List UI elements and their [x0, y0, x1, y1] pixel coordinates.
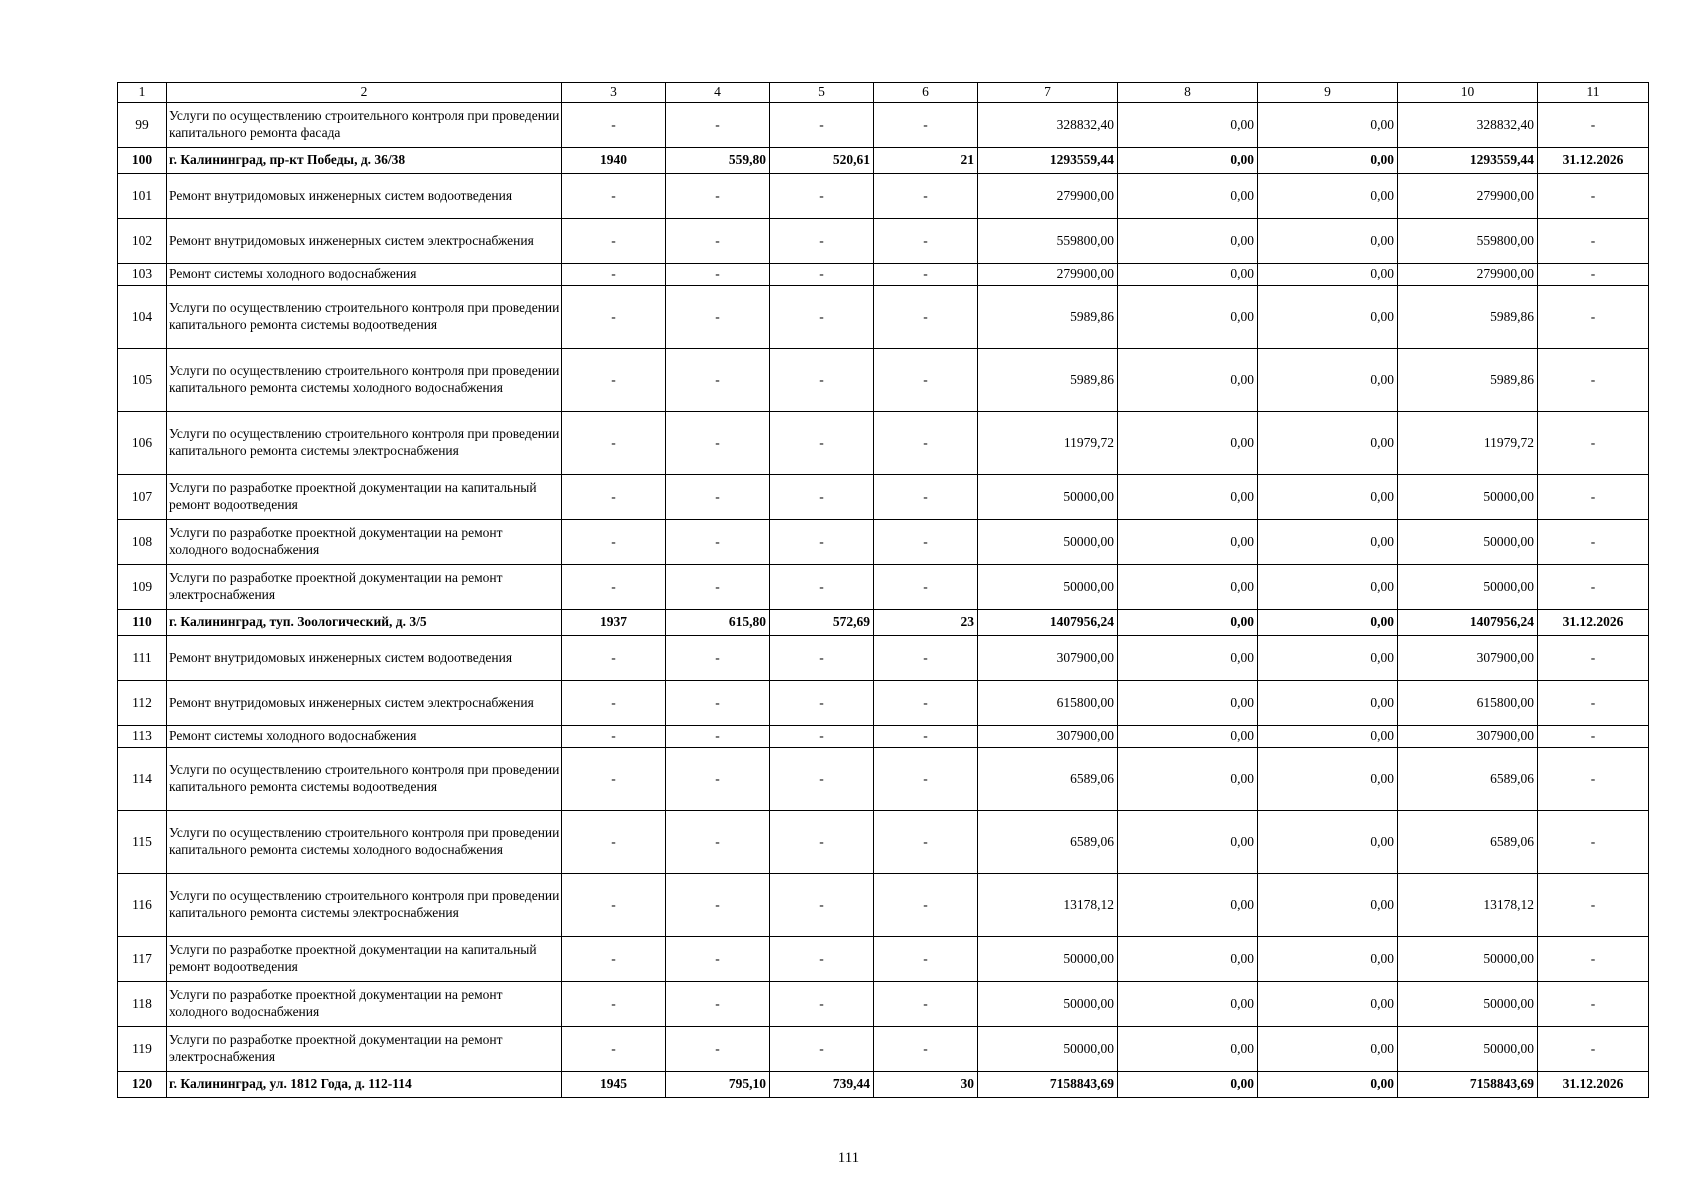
table-cell: - — [666, 174, 770, 219]
table-cell: - — [562, 264, 666, 286]
table-cell: - — [1538, 264, 1649, 286]
table-cell: 279900,00 — [978, 264, 1118, 286]
table-cell: 0,00 — [1258, 412, 1398, 475]
table-cell: 0,00 — [1258, 475, 1398, 520]
table-cell: - — [666, 103, 770, 148]
table-row — [118, 636, 1649, 681]
table-row — [118, 349, 1649, 412]
row-description: Услуги по осуществлению строительного контроля при проведении капитального ремонта системы водоотведения — [167, 286, 562, 349]
table-cell: 307900,00 — [1398, 636, 1538, 681]
column-header: 7 — [978, 83, 1118, 103]
table-cell: - — [666, 874, 770, 937]
row-number: 106 — [118, 412, 167, 475]
row-number: 108 — [118, 520, 167, 565]
table-cell: 0,00 — [1258, 148, 1398, 174]
row-description: Услуги по осуществлению строительного контроля при проведении капитального ремонта системы холодного водоснабжения — [167, 811, 562, 874]
table-cell: - — [874, 1027, 978, 1072]
table-cell: - — [770, 475, 874, 520]
table-cell: 615800,00 — [1398, 681, 1538, 726]
table-row — [118, 174, 1649, 219]
table-cell: 50000,00 — [978, 475, 1118, 520]
table-cell: - — [874, 286, 978, 349]
table-cell: 5989,86 — [978, 286, 1118, 349]
table-cell: 31.12.2026 — [1538, 148, 1649, 174]
row-description: г. Калининград, ул. 1812 Года, д. 112-114 — [167, 1072, 562, 1098]
table-cell: - — [1538, 349, 1649, 412]
table-cell: - — [562, 103, 666, 148]
table-cell: 0,00 — [1118, 520, 1258, 565]
table-cell: - — [562, 286, 666, 349]
table-cell: 13178,12 — [1398, 874, 1538, 937]
table-cell: - — [874, 937, 978, 982]
table-cell: - — [666, 681, 770, 726]
column-header: 9 — [1258, 83, 1398, 103]
table-cell: 5989,86 — [978, 349, 1118, 412]
table-cell: 11979,72 — [978, 412, 1118, 475]
table-row — [118, 937, 1649, 982]
row-number: 116 — [118, 874, 167, 937]
table-row — [118, 412, 1649, 475]
table-cell: 0,00 — [1258, 1027, 1398, 1072]
table-cell: - — [562, 681, 666, 726]
table-cell: 0,00 — [1258, 874, 1398, 937]
address-row — [118, 1072, 1649, 1098]
table-cell: 328832,40 — [1398, 103, 1538, 148]
table-cell: 0,00 — [1258, 636, 1398, 681]
table-cell: - — [562, 219, 666, 264]
table-cell: 50000,00 — [1398, 982, 1538, 1027]
table-cell: - — [562, 1027, 666, 1072]
table-cell: 13178,12 — [978, 874, 1118, 937]
table-cell: - — [770, 748, 874, 811]
table-cell: - — [1538, 748, 1649, 811]
table-cell: 615800,00 — [978, 681, 1118, 726]
table-cell: - — [562, 520, 666, 565]
table-cell: 0,00 — [1118, 811, 1258, 874]
table-cell: 50000,00 — [1398, 1027, 1538, 1072]
row-number: 109 — [118, 565, 167, 610]
table-cell: - — [1538, 412, 1649, 475]
table-cell: 279900,00 — [978, 174, 1118, 219]
table-cell: - — [562, 748, 666, 811]
row-description: Услуги по разработке проектной документации на капитальный ремонт водоотведения — [167, 937, 562, 982]
table-row — [118, 520, 1649, 565]
table-cell: 11979,72 — [1398, 412, 1538, 475]
table-cell: 0,00 — [1258, 681, 1398, 726]
row-number: 119 — [118, 1027, 167, 1072]
row-description: Ремонт внутридомовых инженерных систем водоотведения — [167, 174, 562, 219]
table-cell: - — [666, 264, 770, 286]
table-row — [118, 1027, 1649, 1072]
table-cell: - — [562, 811, 666, 874]
row-number: 105 — [118, 349, 167, 412]
table-cell: - — [874, 565, 978, 610]
table-cell: - — [1538, 726, 1649, 748]
table-cell: - — [770, 565, 874, 610]
row-number: 115 — [118, 811, 167, 874]
table-cell: 1945 — [562, 1072, 666, 1098]
table-cell: - — [1538, 636, 1649, 681]
table-cell: - — [770, 1027, 874, 1072]
table-cell: 0,00 — [1118, 349, 1258, 412]
table-cell: - — [562, 937, 666, 982]
table-cell: - — [1538, 520, 1649, 565]
table-cell: 328832,40 — [978, 103, 1118, 148]
table-cell: 520,61 — [770, 148, 874, 174]
table-cell: - — [562, 174, 666, 219]
table-cell: 0,00 — [1258, 219, 1398, 264]
page-number: 111 — [837, 1150, 860, 1166]
table-cell: - — [1538, 874, 1649, 937]
table-cell: 5989,86 — [1398, 286, 1538, 349]
row-description: Услуги по разработке проектной документации на ремонт холодного водоснабжения — [167, 520, 562, 565]
table-cell: - — [1538, 219, 1649, 264]
table-cell: 1937 — [562, 610, 666, 636]
row-description: Ремонт системы холодного водоснабжения — [167, 264, 562, 286]
table-cell: 559,80 — [666, 148, 770, 174]
table-cell: - — [666, 349, 770, 412]
table-cell: 307900,00 — [978, 726, 1118, 748]
table-cell: - — [1538, 811, 1649, 874]
table-cell: 0,00 — [1258, 174, 1398, 219]
table-cell: 5989,86 — [1398, 349, 1538, 412]
column-header: 4 — [666, 83, 770, 103]
table-cell: 572,69 — [770, 610, 874, 636]
row-number: 103 — [118, 264, 167, 286]
table-row — [118, 681, 1649, 726]
table-cell: - — [874, 264, 978, 286]
table-cell: - — [770, 349, 874, 412]
table-cell: 0,00 — [1258, 811, 1398, 874]
table-cell: 0,00 — [1118, 264, 1258, 286]
table-cell: 279900,00 — [1398, 174, 1538, 219]
row-number: 102 — [118, 219, 167, 264]
column-header: 5 — [770, 83, 874, 103]
row-description: Услуги по осуществлению строительного контроля при проведении капитального ремонта системы электроснабжения — [167, 874, 562, 937]
table-cell: 6589,06 — [978, 748, 1118, 811]
row-number: 113 — [118, 726, 167, 748]
row-description: Услуги по осуществлению строительного контроля при проведении капитального ремонта системы электроснабжения — [167, 412, 562, 475]
table-cell: - — [666, 565, 770, 610]
table-cell: 50000,00 — [978, 565, 1118, 610]
table-cell: 0,00 — [1258, 286, 1398, 349]
column-header-row — [118, 83, 1649, 103]
table-cell: - — [666, 1027, 770, 1072]
table-cell: - — [770, 103, 874, 148]
table-cell: 0,00 — [1258, 937, 1398, 982]
table-cell: 615,80 — [666, 610, 770, 636]
table-cell: - — [770, 874, 874, 937]
row-number: 118 — [118, 982, 167, 1027]
column-header: 10 — [1398, 83, 1538, 103]
table-cell: - — [874, 726, 978, 748]
table-cell: - — [1538, 174, 1649, 219]
row-description: Услуги по осуществлению строительного контроля при проведении капитального ремонта фасада — [167, 103, 562, 148]
table-cell: 7158843,69 — [1398, 1072, 1538, 1098]
table-cell: 0,00 — [1118, 726, 1258, 748]
table-row — [118, 748, 1649, 811]
table-cell: 1407956,24 — [978, 610, 1118, 636]
table-cell: - — [874, 982, 978, 1027]
table-cell: - — [770, 264, 874, 286]
row-number: 111 — [118, 636, 167, 681]
works-table — [117, 82, 1649, 1098]
table-cell: - — [666, 412, 770, 475]
table-cell: - — [770, 937, 874, 982]
row-number: 100 — [118, 148, 167, 174]
table-cell: 0,00 — [1118, 412, 1258, 475]
table-cell: 31.12.2026 — [1538, 610, 1649, 636]
table-cell: - — [562, 982, 666, 1027]
table-cell: - — [562, 412, 666, 475]
row-number: 117 — [118, 937, 167, 982]
table-cell: 559800,00 — [978, 219, 1118, 264]
row-number: 120 — [118, 1072, 167, 1098]
row-description: Ремонт внутридомовых инженерных систем водоотведения — [167, 636, 562, 681]
table-cell: 1940 — [562, 148, 666, 174]
table-cell: 739,44 — [770, 1072, 874, 1098]
row-description: г. Калининград, пр-кт Победы, д. 36/38 — [167, 148, 562, 174]
table-cell: - — [1538, 1027, 1649, 1072]
table-cell: 7158843,69 — [978, 1072, 1118, 1098]
column-header: 2 — [167, 83, 562, 103]
row-description: Ремонт внутридомовых инженерных систем электроснабжения — [167, 219, 562, 264]
table-cell: 0,00 — [1118, 1027, 1258, 1072]
table-cell: 0,00 — [1118, 219, 1258, 264]
table-cell: 279900,00 — [1398, 264, 1538, 286]
column-header: 3 — [562, 83, 666, 103]
table-cell: - — [770, 982, 874, 1027]
table-cell: - — [666, 811, 770, 874]
table-row — [118, 874, 1649, 937]
table-cell: - — [1538, 565, 1649, 610]
table-cell: - — [1538, 937, 1649, 982]
row-number: 99 — [118, 103, 167, 148]
table-row — [118, 286, 1649, 349]
table-cell: - — [666, 286, 770, 349]
row-number: 104 — [118, 286, 167, 349]
table-cell: 0,00 — [1118, 610, 1258, 636]
table-cell: 795,10 — [666, 1072, 770, 1098]
table-cell: 30 — [874, 1072, 978, 1098]
table-cell: 1407956,24 — [1398, 610, 1538, 636]
table-cell: - — [770, 286, 874, 349]
table-cell: 0,00 — [1118, 174, 1258, 219]
table-cell: 31.12.2026 — [1538, 1072, 1649, 1098]
row-description: Услуги по разработке проектной документации на ремонт холодного водоснабжения — [167, 982, 562, 1027]
table-cell: 50000,00 — [978, 1027, 1118, 1072]
table-cell: - — [1538, 286, 1649, 349]
address-row — [118, 610, 1649, 636]
table-cell: 307900,00 — [1398, 726, 1538, 748]
table-cell: 0,00 — [1258, 103, 1398, 148]
row-number: 101 — [118, 174, 167, 219]
table-cell: - — [770, 681, 874, 726]
row-description: Услуги по разработке проектной документации на ремонт электроснабжения — [167, 565, 562, 610]
table-cell: 0,00 — [1258, 748, 1398, 811]
row-description: Ремонт внутридомовых инженерных систем электроснабжения — [167, 681, 562, 726]
table-cell: - — [666, 219, 770, 264]
table-cell: 0,00 — [1258, 264, 1398, 286]
table-cell: 0,00 — [1258, 565, 1398, 610]
column-header: 8 — [1118, 83, 1258, 103]
table-cell: 0,00 — [1258, 520, 1398, 565]
table-cell: - — [562, 349, 666, 412]
column-header: 11 — [1538, 83, 1649, 103]
table-cell: 50000,00 — [1398, 565, 1538, 610]
row-number: 110 — [118, 610, 167, 636]
table-cell: 0,00 — [1258, 610, 1398, 636]
table-cell: - — [874, 520, 978, 565]
table-cell: 0,00 — [1258, 726, 1398, 748]
table-cell: - — [1538, 103, 1649, 148]
table-cell: - — [562, 636, 666, 681]
table-row — [118, 726, 1649, 748]
table-cell: - — [874, 748, 978, 811]
table-cell: - — [874, 412, 978, 475]
table-cell: 50000,00 — [978, 520, 1118, 565]
row-description: г. Калининград, туп. Зоологический, д. 3/5 — [167, 610, 562, 636]
table-cell: - — [770, 636, 874, 681]
table-cell: - — [1538, 475, 1649, 520]
table-cell: - — [666, 636, 770, 681]
table-cell: 1293559,44 — [1398, 148, 1538, 174]
table-cell: - — [874, 349, 978, 412]
table-cell: - — [562, 874, 666, 937]
table-cell: 0,00 — [1258, 982, 1398, 1027]
table-cell: - — [666, 726, 770, 748]
column-header: 6 — [874, 83, 978, 103]
table-row — [118, 103, 1649, 148]
table-cell: - — [874, 219, 978, 264]
table-cell: 0,00 — [1118, 937, 1258, 982]
table-cell: - — [770, 174, 874, 219]
table-cell: - — [770, 726, 874, 748]
table-cell: - — [874, 681, 978, 726]
table-cell: - — [874, 475, 978, 520]
table-cell: 0,00 — [1118, 748, 1258, 811]
table-cell: - — [770, 219, 874, 264]
table-cell: 0,00 — [1118, 565, 1258, 610]
table-cell: 6589,06 — [978, 811, 1118, 874]
table-cell: 1293559,44 — [978, 148, 1118, 174]
table-cell: - — [770, 520, 874, 565]
table-cell: - — [562, 726, 666, 748]
table-cell: - — [666, 475, 770, 520]
table-cell: - — [562, 565, 666, 610]
table-cell: 307900,00 — [978, 636, 1118, 681]
table-cell: 50000,00 — [1398, 475, 1538, 520]
row-description: Услуги по осуществлению строительного контроля при проведении капитального ремонта системы холодного водоснабжения — [167, 349, 562, 412]
table-cell: 50000,00 — [1398, 520, 1538, 565]
table-cell: - — [874, 874, 978, 937]
table-cell: 50000,00 — [978, 982, 1118, 1027]
table-row — [118, 565, 1649, 610]
row-description: Услуги по разработке проектной документации на капитальный ремонт водоотведения — [167, 475, 562, 520]
table-cell: 0,00 — [1118, 1072, 1258, 1098]
table-cell: 50000,00 — [978, 937, 1118, 982]
table-cell: 559800,00 — [1398, 219, 1538, 264]
table-cell: - — [874, 103, 978, 148]
table-cell: 0,00 — [1118, 103, 1258, 148]
row-number: 112 — [118, 681, 167, 726]
table-row — [118, 219, 1649, 264]
table-cell: 50000,00 — [1398, 937, 1538, 982]
table-cell: 21 — [874, 148, 978, 174]
table-cell: - — [562, 475, 666, 520]
table-cell: - — [666, 982, 770, 1027]
table-cell: 0,00 — [1118, 874, 1258, 937]
table-cell: - — [666, 520, 770, 565]
table-cell: - — [666, 937, 770, 982]
table-row — [118, 264, 1649, 286]
table-cell: 0,00 — [1258, 1072, 1398, 1098]
address-row — [118, 148, 1649, 174]
table-cell: 6589,06 — [1398, 748, 1538, 811]
table-row — [118, 475, 1649, 520]
table-cell: - — [874, 174, 978, 219]
table-cell: 0,00 — [1118, 286, 1258, 349]
table-cell: 0,00 — [1118, 681, 1258, 726]
table-cell: 0,00 — [1118, 475, 1258, 520]
row-number: 114 — [118, 748, 167, 811]
table-cell: - — [874, 636, 978, 681]
table-cell: 0,00 — [1118, 148, 1258, 174]
table-cell: 0,00 — [1118, 982, 1258, 1027]
table-row — [118, 811, 1649, 874]
table-cell: - — [770, 412, 874, 475]
table-cell: - — [1538, 681, 1649, 726]
row-number: 107 — [118, 475, 167, 520]
table-cell: 0,00 — [1258, 349, 1398, 412]
table-cell: 23 — [874, 610, 978, 636]
row-description: Услуги по осуществлению строительного контроля при проведении капитального ремонта системы водоотведения — [167, 748, 562, 811]
table-cell: - — [874, 811, 978, 874]
table-row — [118, 982, 1649, 1027]
table-cell: 0,00 — [1118, 636, 1258, 681]
row-description: Ремонт системы холодного водоснабжения — [167, 726, 562, 748]
table-cell: - — [1538, 982, 1649, 1027]
table-cell: - — [770, 811, 874, 874]
table-cell: 6589,06 — [1398, 811, 1538, 874]
column-header: 1 — [118, 83, 167, 103]
table-cell: - — [666, 748, 770, 811]
row-description: Услуги по разработке проектной документации на ремонт электроснабжения — [167, 1027, 562, 1072]
